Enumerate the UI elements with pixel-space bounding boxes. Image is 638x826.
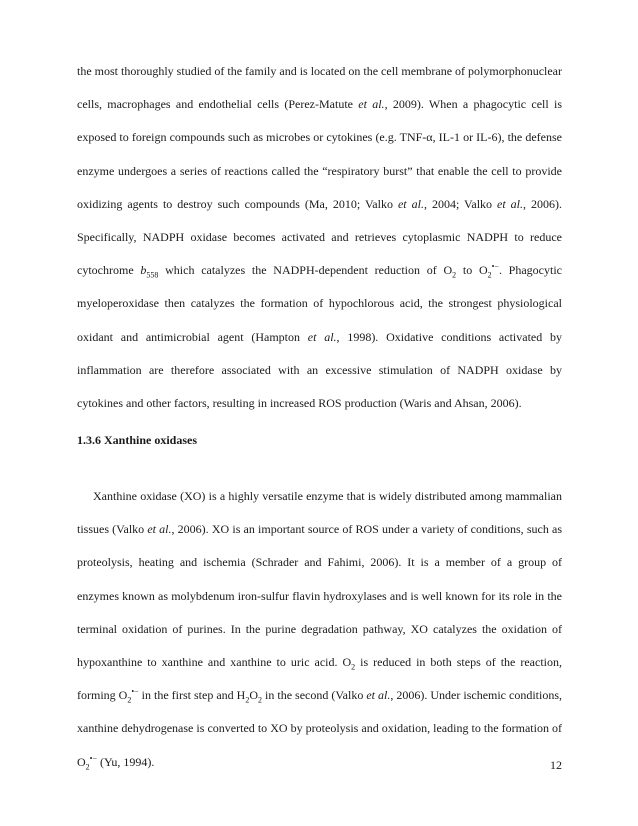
text-segment: , 2009). When a phagocytic cell is exposed to foreign compounds such as microbes or cytokines (e.g. TNF-α, IL-1 or IL-6), the defense enzyme undergoes a series of reactions called the “respiratory burst” that enable the cell to provide oxidizing agents to destroy such compounds (Ma, 2010; Valko <box>77 97 563 211</box>
section-heading: 1.3.6 Xanthine oxidases <box>77 433 198 447</box>
text-segment: (Yu, 1994). <box>96 754 155 769</box>
text-segment: et al. <box>307 329 337 344</box>
text-segment: et al. <box>358 97 385 112</box>
text-segment: O <box>249 688 259 703</box>
text-segment: in the second (Valko <box>262 688 367 703</box>
text-segment: the most thoroughly studied of the family and is located on the cell membrane of polymorphonuclear cells, macrophages and endothelial cells (Perez-Matute <box>77 64 562 112</box>
text-segment: 2 <box>351 662 356 672</box>
text-segment: et al. <box>397 196 424 211</box>
text-segment: et al. <box>147 522 172 537</box>
text-segment: in the first step and H <box>138 688 246 703</box>
text-segment: , 2006). Specifically, NADPH oxidase becomes activated and retrieves cytoplasmic NADPH to reduce cytochrome <box>77 196 562 278</box>
text-segment: , 1998). Oxidative conditions activated by inflammation are therefore associated with an excessive stimulation of NADPH oxidase by cytokines and other factors, resulting in increased ROS production (Waris and Ahsan, 2006). <box>77 329 562 411</box>
text-segment: is reduced in both steps of the reaction, forming O <box>77 655 562 703</box>
text-segment: , 2006). XO is an important source of ROS under a variety of conditions, such as proteolysis, heating and ischemia (Schrader and Fahimi, 2006). It is a member of a group of enzymes known as molybdenum iron-sulfur flavin hydroxylases and is well known for its role in the terminal oxidation of purines. In the purine degradation pathway, XO catalyzes the oxidation of hypoxanthine to xanthine and xanthine to uric acid. O <box>77 522 562 670</box>
body-paragraph-xanthine-oxidase <box>77 480 562 779</box>
text-segment: , 2004; Valko <box>423 196 498 211</box>
text-segment: 2 <box>452 270 457 280</box>
text-segment: •− <box>131 687 139 697</box>
text-segment: et al. <box>497 196 524 211</box>
text-segment: et al. <box>366 688 391 703</box>
text-segment: which catalyzes the NADPH-dependent reduction of O <box>158 263 453 278</box>
text-segment: to O <box>456 263 488 278</box>
text-segment: Xanthine oxidase (XO) is a highly versatile enzyme that is widely distributed among mammalian tissues (Valko <box>77 489 562 537</box>
text-segment: b <box>140 263 147 278</box>
page-number: 12 <box>550 758 562 772</box>
text-segment: 2 <box>127 695 132 705</box>
text-segment: . Phagocytic myeloperoxidase then catalyzes the formation of hypochlorous acid, the strongest physiological oxidant and antimicrobial agent (Hampton <box>77 263 562 344</box>
text-segment: , 2006). Under ischemic conditions, xanthine dehydrogenase is converted to XO by proteolysis and oxidation, leading to the formation of O <box>77 688 563 769</box>
text-segment: 2 <box>85 762 90 772</box>
body-paragraph-nadph-oxidase <box>77 55 562 420</box>
text-segment: 2 <box>258 695 263 705</box>
text-segment: 2 <box>245 695 250 705</box>
text-segment: •− <box>491 262 499 272</box>
text-segment: 558 <box>146 270 159 280</box>
text-segment: •− <box>89 753 97 763</box>
text-segment: 2 <box>487 270 492 280</box>
